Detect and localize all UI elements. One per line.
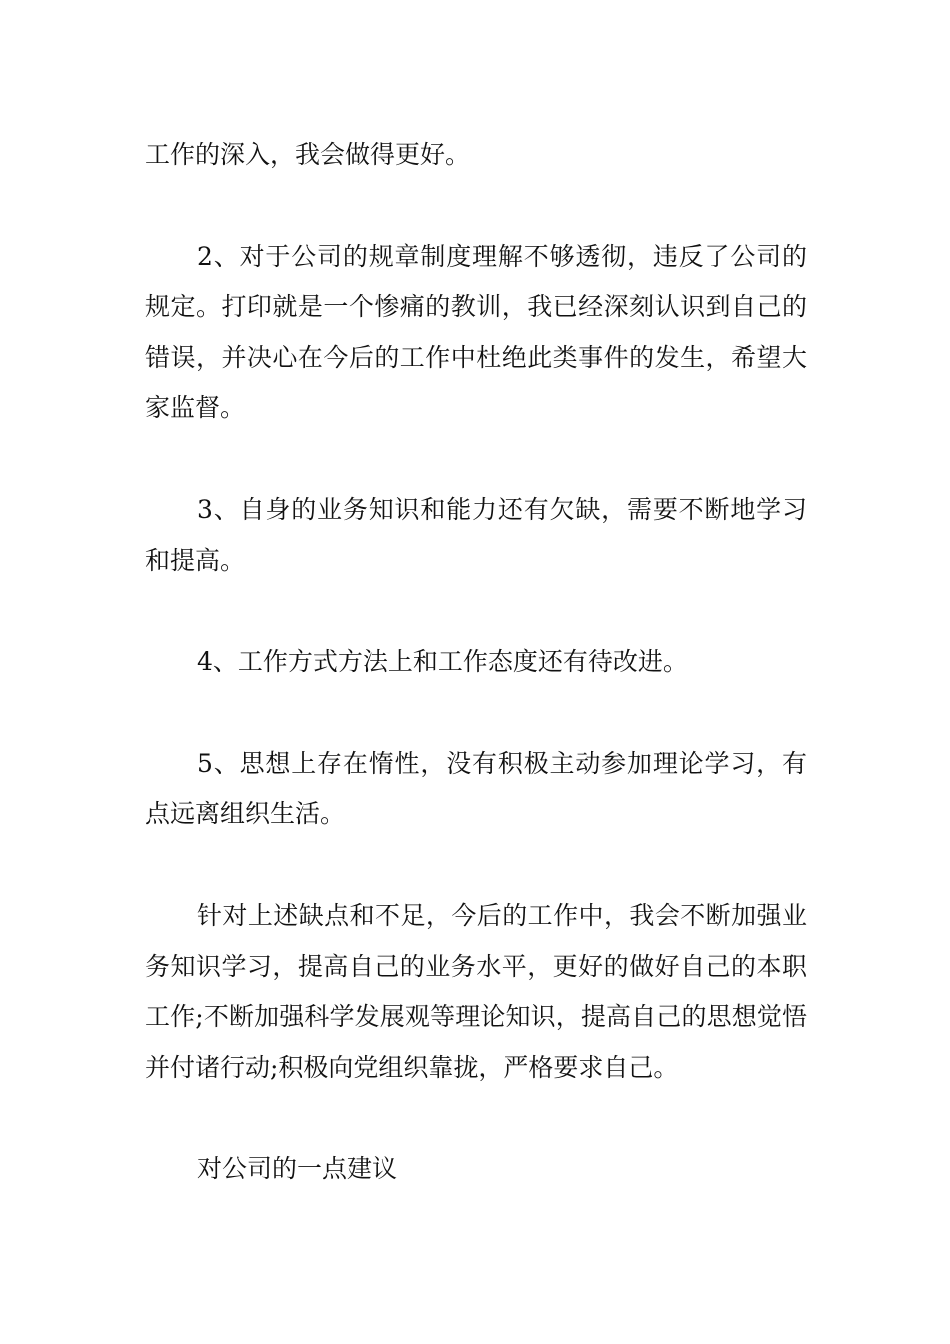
paragraph-continuation: 工作的深入，我会做得更好。 — [145, 140, 471, 169]
section-heading-suggestions: 对公司的一点建议 — [197, 1154, 398, 1184]
paragraph-item-3: 3、自身的业务知识和能力还有欠缺，需要不断地学习和提高。 — [145, 494, 807, 575]
paragraph-item-2: 2、对于公司的规章制度理解不够透彻，违反了公司的规定。打印就是一个惨痛的教训，我已经深刻认识到自己的错误，并决心在今后的工作中杜绝此类事件的发生，希望大家监督。 — [145, 241, 807, 423]
paragraph-improvement-plan: 针对上述缺点和不足，今后的工作中，我会不断加强业务知识学习，提高自己的业务水平，更好的做好自己的本职工作;不断加强科学发展观等理论知识，提高自己的思想觉悟并付诸行动;积极向党组织靠拢，严格要求自己。 — [145, 900, 807, 1082]
document-body — [145, 130, 807, 1246]
paragraph-item-4: 4、工作方式方法上和工作态度还有待改进。 — [197, 647, 688, 677]
paragraph-item-5: 5、思想上存在惰性，没有积极主动参加理论学习，有点远离组织生活。 — [145, 748, 807, 829]
